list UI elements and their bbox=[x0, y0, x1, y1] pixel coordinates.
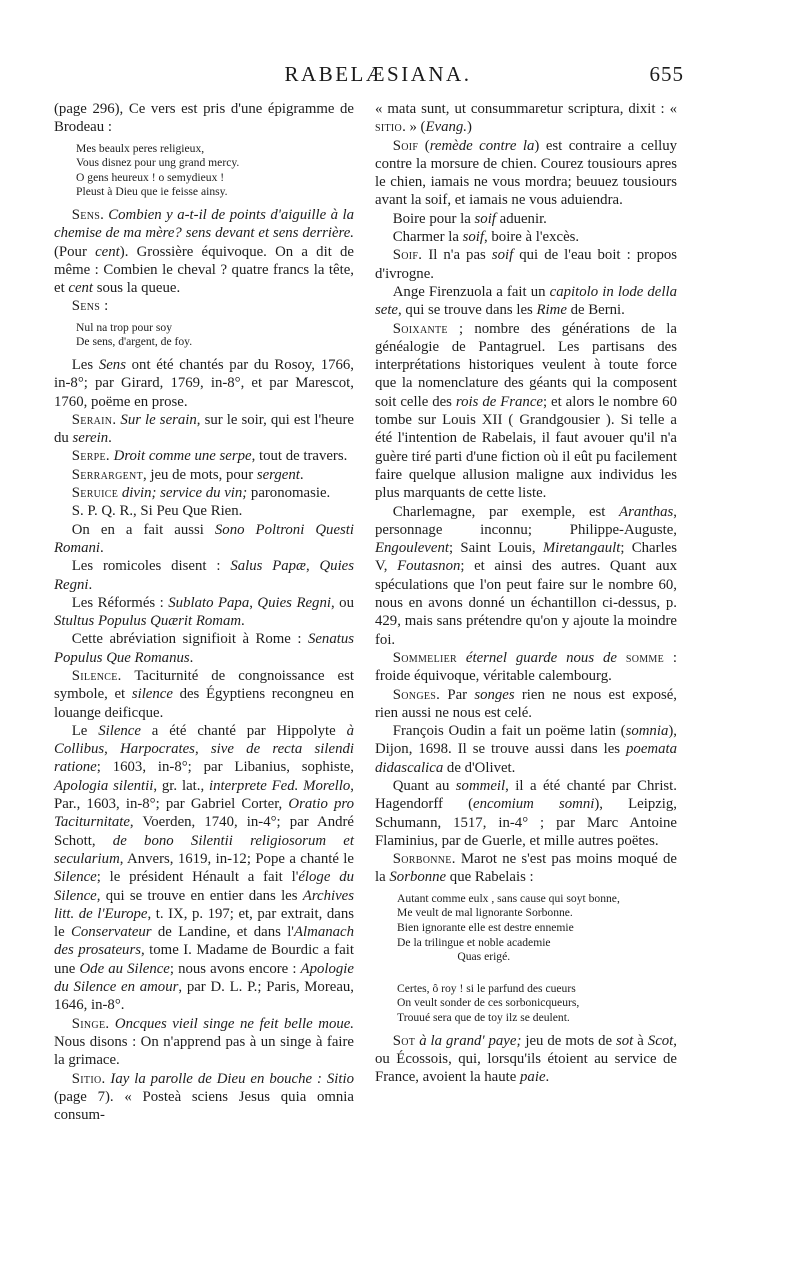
paragraph-charmer: Charmer la soif, boire à l'excès. bbox=[392, 229, 580, 246]
right-column bbox=[375, 100, 677, 1086]
entry-serain: Serain. Sur le serain, sur le soir, qui est l'heure du serein. bbox=[54, 411, 354, 447]
entry-soixante: Soixante ; nombre des générations de la généalogie de Pantagruel. Les partisans des interprétations historiques veulent à toute force que la nomenclature des géants qui la composent soit celle des rois de France; et alors le nombre 60 tombe sur Louis XII ( Grandgousier ). Si telle a été l'intention de Rabelais, il faut avouer qu'il n'a guère tiré parti d'une fiction où il eût pu facilement faire quelque allusion maligne aux individus les plus marquants de cette liste. bbox=[375, 320, 677, 502]
entry-seruice: Seruice divin; service du vin; paronomasie. bbox=[71, 485, 331, 502]
verse-line: Quas erigé. bbox=[457, 950, 511, 964]
verse-marot-1 bbox=[397, 892, 677, 965]
paragraph-sommeil: Quant au sommeil, il a été chanté par Christ. Hagendorff (encomium somni), Leipzig, Schumann, 1517, in-4° ; par Marc Antoine Flaminius, par de Guerle, et mille autres poëtes. bbox=[375, 777, 677, 849]
verse-line: O gens heureux ! o semydieux ! bbox=[76, 170, 225, 184]
paragraph-firenzuola: Ange Firenzuola a fait un capitolo in lode della sete, qui se trouve dans les Rime de Berni. bbox=[375, 283, 677, 319]
verse-marot-2 bbox=[397, 982, 677, 1026]
entry-serpe: Serpe. Droit comme une serpe, tout de travers. bbox=[71, 448, 348, 465]
paragraph-boire: Boire pour la soif aduenir. bbox=[392, 210, 547, 227]
left-column bbox=[54, 100, 354, 1124]
entry-soif-2: Soif. Il n'a pas soif qui de l'eau boit : propos d'ivrogne. bbox=[375, 247, 677, 282]
paragraph-romicoles: Les romicoles disent : Salus Papæ, Quies Regni. bbox=[54, 558, 355, 593]
entry-sitio: Sitio. Iay la parolle de Dieu en bouche : Sitio (page 7). « Posteà sciens Jesus quia omnia consum- bbox=[54, 1070, 354, 1124]
verse-line: Nul na trop pour soy bbox=[76, 320, 172, 334]
paragraph-sitio-continued: « mata sunt, ut consummaretur scriptura, dixit : « sitio. » (Evang.) bbox=[375, 101, 677, 136]
entry-sorbonne: Sorbonne. Marot ne s'est pas moins moqué de la Sorbonne que Rabelais : bbox=[375, 851, 677, 886]
verse-line: Trouué sera que de toy ilz se deulent. bbox=[397, 1010, 570, 1024]
verse-line: On veult sonder de ces sorbonicqueurs, bbox=[397, 996, 580, 1010]
paragraph-sono: On en a fait aussi Sono Poltroni Questi Romani. bbox=[54, 521, 354, 556]
verse-line: De sens, d'argent, de foy. bbox=[76, 335, 193, 349]
entry-silence: Silence. Taciturnité de congnoissance est symbole, et silence des Égyptiens recongneu en louange deificque. bbox=[54, 667, 355, 721]
running-title: RABELÆSIANA. bbox=[284, 62, 472, 86]
entry-singe: Singe. Oncques vieil singe ne feit belle moue. Nous disons : On n'apprend pas à un singe à faire la grimace. bbox=[54, 1015, 355, 1069]
paragraph-reformes: Les Réformés : Sublato Papa, Quies Regni, ou Stultus Populus Quærit Romam. bbox=[54, 594, 354, 630]
verse-line: Pleust à Dieu que ie feisse ainsy. bbox=[76, 185, 228, 199]
entry-term: Sens bbox=[71, 206, 101, 223]
verse-line: Autant comme eulx , sans cause qui soyt bonne, bbox=[397, 891, 620, 905]
verse-sens bbox=[76, 321, 354, 350]
paragraph-intro: (page 296), Ce vers est pris d'une épigramme de Brodeau : bbox=[54, 101, 354, 136]
paragraph-sens-history: Les Sens ont été chantés par du Rosoy, 1766, in-8°; par Girard, 1769, in-8°, et par Marescot, 1760, poëme en prose. bbox=[54, 356, 354, 410]
verse-gap bbox=[375, 971, 677, 977]
verse-line: Bien ignorante elle est destre ennemie bbox=[397, 920, 574, 934]
entry-serrargent: Serrargent, jeu de mots, pour sergent. bbox=[71, 466, 304, 483]
verse-line: De la trilingue et noble academie bbox=[397, 935, 551, 949]
verse-brodeau bbox=[76, 142, 354, 200]
entry-sens-verse-label: Sens : bbox=[71, 298, 109, 315]
paragraph-spqr: S. P. Q. R., Si Peu Que Rien. bbox=[71, 503, 243, 520]
page-header bbox=[72, 62, 684, 102]
page-number: 655 bbox=[649, 62, 684, 86]
verse-line: Mes beaulx peres religieux, bbox=[76, 141, 205, 155]
verse-line: Me veult de mal lignorante Sorbonne. bbox=[397, 906, 573, 920]
paragraph-silence-works: Le Silence a été chanté par Hippolyte à Collibus, Harpocrates, sive de recta silendi ratione; 1603, in-8°; par Libanius, sophiste, Apologia silentii, gr. lat., interprete Fed. Morello, Par., 1603, in-8°; par Gabriel Corter, Oratio pro Taciturnitate, Voerden, 1740, in-4°; par André Schott, de bono Silentii religiosorum et secularium, Anvers, 1619, in-12; Pope a chanté le Silence; le président Hénault a fait l'éloge du Silence, qui se trouve en entier dans les Archives litt. de l'Europe, t. IX, p. 197; et, par extrait, dans le Conservateur de Landine, et dans l'Almanach des prosateurs, tome I. Madame de Bourdic a fait une Ode au Silence; nous avons encore : Apologie du Silence en amour, par D. L. P.; Paris, Moreau, 1646, in-8°. bbox=[54, 722, 355, 1014]
entry-sens: Sens. Combien y a-t-il de points d'aiguille à la chemise de ma mère? sens devant et sens derrière. (Pour cent). Grossière équivoque. On a dit de même : Combien le cheval ? quatre francs la tête, et cent sous la queue. bbox=[54, 206, 354, 297]
paragraph-abreviation: Cette abréviation signifioit à Rome : Senatus Populus Que Romanus. bbox=[54, 631, 354, 666]
entry-sot: Sot à la grand' paye; jeu de mots de sot à Scot, ou Écossois, qui, lorsqu'ils étoient au service de France, avoient la haute paie. bbox=[375, 1032, 677, 1086]
entry-sommelier: Sommelier éternel guarde nous de somme : froide équivoque, véritable calembourg. bbox=[375, 649, 678, 685]
entry-songes: Songes. Par songes rien ne nous est exposé, rien aussi ne nous est celé. bbox=[375, 686, 677, 721]
paragraph-charlemagne: Charlemagne, par exemple, est Aranthas, personnage inconnu; Philippe-Auguste, Engoulevent; Saint Louis, Miretangault; Charles V, Foutasnon; et ainsi des autres. Quant aux spéculations que l'on peut faire sur le nombre 60, nous en avons donné un échantillon ci-dessus, p. 429, mais sans prétendre qu'on y ajoute la moindre foi. bbox=[375, 503, 677, 648]
paragraph-oudin: François Oudin a fait un poëme latin (somnia), Dijon, 1698. Il se trouve aussi dans les poemata didascalica de d'Olivet. bbox=[375, 723, 677, 776]
verse-line: Certes, ô roy ! si le parfund des cueurs bbox=[397, 981, 576, 995]
entry-soif: Soif (remède contre la) est contraire a celluy contre la morsure de chien. Courez tousiours apres le chien, iamais ne vous mordra; beuuez tousiours avant la soif, et iamais ne vous aduiendra. bbox=[375, 137, 677, 209]
verse-line: Vous disnez pour ung grand mercy. bbox=[76, 156, 240, 170]
